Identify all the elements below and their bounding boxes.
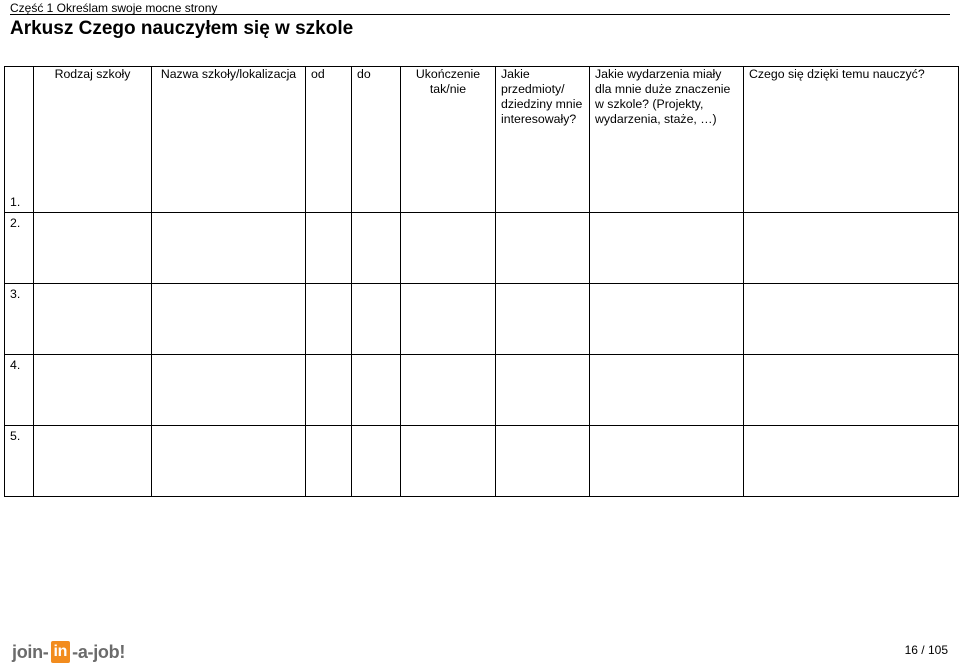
column-header-learned: Czego się dzięki temu nauczyć? xyxy=(744,67,959,213)
table-row xyxy=(5,426,959,497)
section-header: Część 1 Określam swoje mocne strony xyxy=(10,1,218,15)
learned-cell[interactable] xyxy=(744,426,959,497)
logo-prefix: join- xyxy=(12,641,49,662)
school-worksheet-table xyxy=(4,66,959,497)
row-number: 5. xyxy=(5,426,34,497)
row-number: 2. xyxy=(5,213,34,284)
subjects-cell[interactable] xyxy=(496,213,590,284)
to-cell[interactable] xyxy=(352,284,401,355)
join-in-a-job-logo xyxy=(12,640,125,664)
logo-box: in xyxy=(51,641,71,663)
to-cell[interactable] xyxy=(352,213,401,284)
school-type-cell[interactable] xyxy=(34,284,152,355)
completed-cell[interactable] xyxy=(401,213,496,284)
events-cell[interactable] xyxy=(590,355,744,426)
from-cell[interactable] xyxy=(306,284,352,355)
table-row xyxy=(5,284,959,355)
learned-cell[interactable] xyxy=(744,213,959,284)
to-cell[interactable] xyxy=(352,355,401,426)
from-cell[interactable] xyxy=(306,355,352,426)
row-number: 1. xyxy=(5,67,34,213)
header-divider xyxy=(10,14,950,15)
to-cell[interactable] xyxy=(352,426,401,497)
events-cell[interactable] xyxy=(590,213,744,284)
school-name-cell[interactable] xyxy=(152,426,306,497)
column-header-subjects: Jakie przedmioty/ dziedziny mnie interesowały? xyxy=(496,67,590,213)
column-header-school-type: Rodzaj szkoły xyxy=(34,67,152,213)
column-header-to: do xyxy=(352,67,401,213)
school-type-cell[interactable] xyxy=(34,213,152,284)
learned-cell[interactable] xyxy=(744,355,959,426)
column-header-events: Jakie wydarzenia miały dla mnie duże znaczenie w szkole? (Projekty, wydarzenia, staże, …) xyxy=(590,67,744,213)
events-cell[interactable] xyxy=(590,426,744,497)
school-type-cell[interactable] xyxy=(34,355,152,426)
column-header-completed: Ukończenie tak/nie xyxy=(401,67,496,213)
school-name-cell[interactable] xyxy=(152,213,306,284)
logo-suffix: -a-job! xyxy=(72,641,126,662)
table-header-row xyxy=(5,67,959,213)
events-cell[interactable] xyxy=(590,284,744,355)
subjects-cell[interactable] xyxy=(496,355,590,426)
completed-cell[interactable] xyxy=(401,426,496,497)
column-header-school-name: Nazwa szkoły/lokalizacja xyxy=(152,67,306,213)
subjects-cell[interactable] xyxy=(496,284,590,355)
page-title: Arkusz Czego nauczyłem się w szkole xyxy=(10,18,354,39)
row-number: 3. xyxy=(5,284,34,355)
from-cell[interactable] xyxy=(306,213,352,284)
from-cell[interactable] xyxy=(306,426,352,497)
table-row xyxy=(5,355,959,426)
subjects-cell[interactable] xyxy=(496,426,590,497)
school-name-cell[interactable] xyxy=(152,355,306,426)
table-row xyxy=(5,213,959,284)
learned-cell[interactable] xyxy=(744,284,959,355)
row-number: 4. xyxy=(5,355,34,426)
school-type-cell[interactable] xyxy=(34,426,152,497)
completed-cell[interactable] xyxy=(401,284,496,355)
school-name-cell[interactable] xyxy=(152,284,306,355)
column-header-from: od xyxy=(306,67,352,213)
completed-cell[interactable] xyxy=(401,355,496,426)
page-number: 16 / 105 xyxy=(904,643,948,657)
